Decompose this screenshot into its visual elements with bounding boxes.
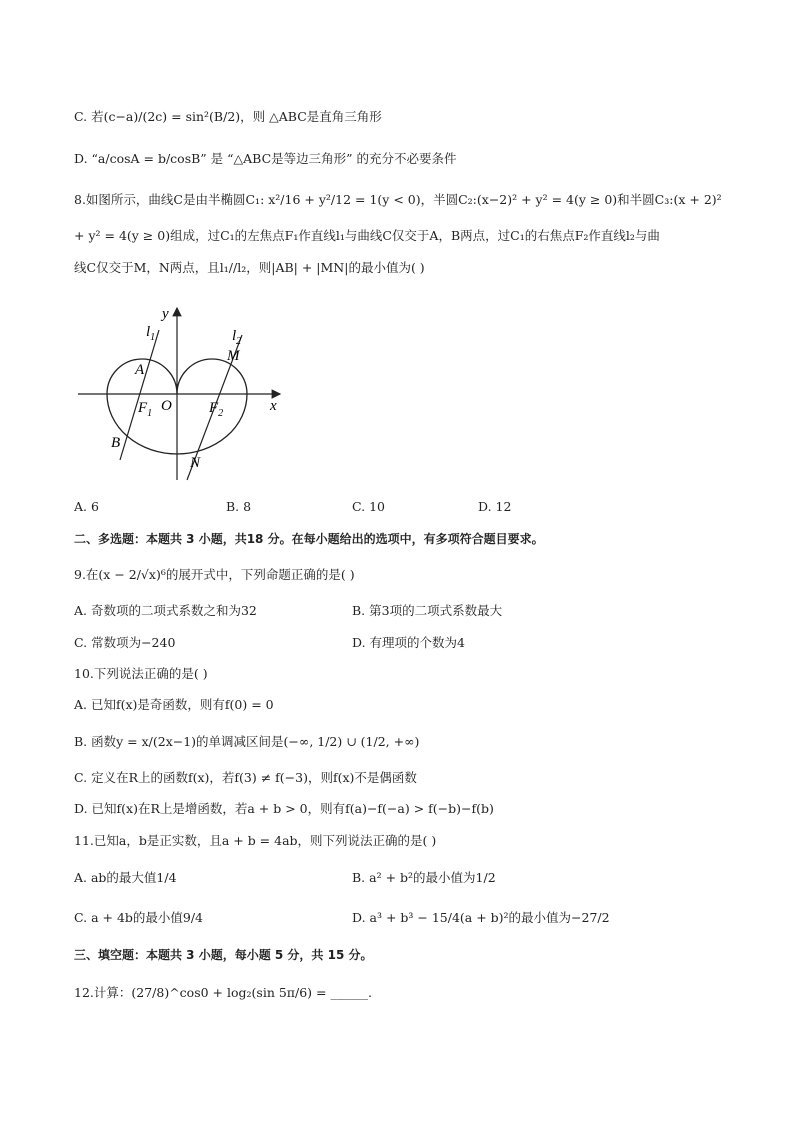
q10-option-a: A. 已知f(x)是奇函数，则有f(0) = 0 xyxy=(74,697,274,712)
q8-option-a: A. 6 xyxy=(74,499,99,514)
label-f2: $F_2$ xyxy=(209,400,224,419)
section-2-heading: 二、多选题：本题共 3 小题，共18 分。在每小题给出的选项中，有多项符合题目要求。 xyxy=(74,532,544,546)
q12-stem: 12.计算：(27/8)^cos0 + log₂(sin 5π/6) = ______. xyxy=(74,985,372,1000)
q9-option-b: B. 第3项的二项式系数最大 xyxy=(352,603,503,618)
label-l2: $l_2$ xyxy=(232,328,242,347)
q8-option-d: D. 12 xyxy=(478,499,512,514)
q8-curve-figure xyxy=(74,300,294,490)
q8-stem-line-2: + y² = 4(y ≥ 0)组成，过C₁的左焦点F₁作直线l₁与曲线C仅交于A，B两点，过C₁的右焦点F₂作直线l₂与曲 xyxy=(74,228,660,243)
q9-stem: 9.在(x − 2/√x)⁶的展开式中，下列命题正确的是( ) xyxy=(74,567,355,582)
q8-stem-line-3: 线C仅交于M，N两点，且l₁//l₂，则|AB| + |MN|的最小值为( ) xyxy=(74,260,425,275)
label-l1: $l_1$ xyxy=(146,324,156,343)
label-b: B xyxy=(111,435,121,451)
q10-option-b: B. 函数y = x/(2x−1)的单调减区间是(−∞, 1/2) ∪ (1/2, +∞) xyxy=(74,734,420,749)
label-origin: O xyxy=(161,398,172,414)
q10-option-d: D. 已知f(x)在R上是增函数，若a + b > 0，则有f(a)−f(−a) > f(−b)−f(b) xyxy=(74,801,494,816)
q11-option-a: A. ab的最大值1/4 xyxy=(74,870,177,885)
q8-option-b: B. 8 xyxy=(226,499,252,514)
label-f1: $F_1$ xyxy=(138,400,153,419)
q9-option-a: A. 奇数项的二项式系数之和为32 xyxy=(74,603,257,618)
q8-option-c: C. 10 xyxy=(352,499,385,514)
label-y: y xyxy=(162,306,169,322)
q10-stem: 10.下列说法正确的是( ) xyxy=(74,666,208,681)
q9-option-d: D. 有理项的个数为4 xyxy=(352,635,465,650)
q8-stem-line-1: 8.如图所示，曲线C是由半椭圆C₁: x²/16 + y²/12 = 1(y < 0)，半圆C₂:(x−2)² + y² = 4(y ≥ 0)和半圆C₃:(x + 2)² xyxy=(74,192,722,207)
label-m: M xyxy=(227,348,240,364)
label-a: A xyxy=(135,362,145,378)
label-n: N xyxy=(190,455,201,471)
q7-option-d: D. “a/cosA = b/cosB” 是 “△ABC是等边三角形” 的充分不必要条件 xyxy=(74,151,457,166)
q11-option-b: B. a² + b²的最小值为1/2 xyxy=(352,870,496,885)
q7-option-c: C. 若(c−a)/(2c) = sin²(B/2)，则 △ABC是直角三角形 xyxy=(74,109,382,124)
label-x: x xyxy=(270,398,277,414)
line-l1 xyxy=(120,330,159,460)
q10-option-c: C. 定义在R上的函数f(x)，若f(3) ≠ f(−3)，则f(x)不是偶函数 xyxy=(74,770,417,785)
q11-option-c: C. a + 4b的最小值9/4 xyxy=(74,910,204,925)
q11-option-d: D. a³ + b³ − 15/4(a + b)²的最小值为−27/2 xyxy=(352,910,610,925)
q9-option-c: C. 常数项为−240 xyxy=(74,635,176,650)
section-3-heading: 三、填空题：本题共 3 小题，每小题 5 分，共 15 分。 xyxy=(74,948,373,962)
q11-stem: 11.已知a，b是正实数，且a + b = 4ab，则下列说法正确的是( ) xyxy=(74,833,437,848)
